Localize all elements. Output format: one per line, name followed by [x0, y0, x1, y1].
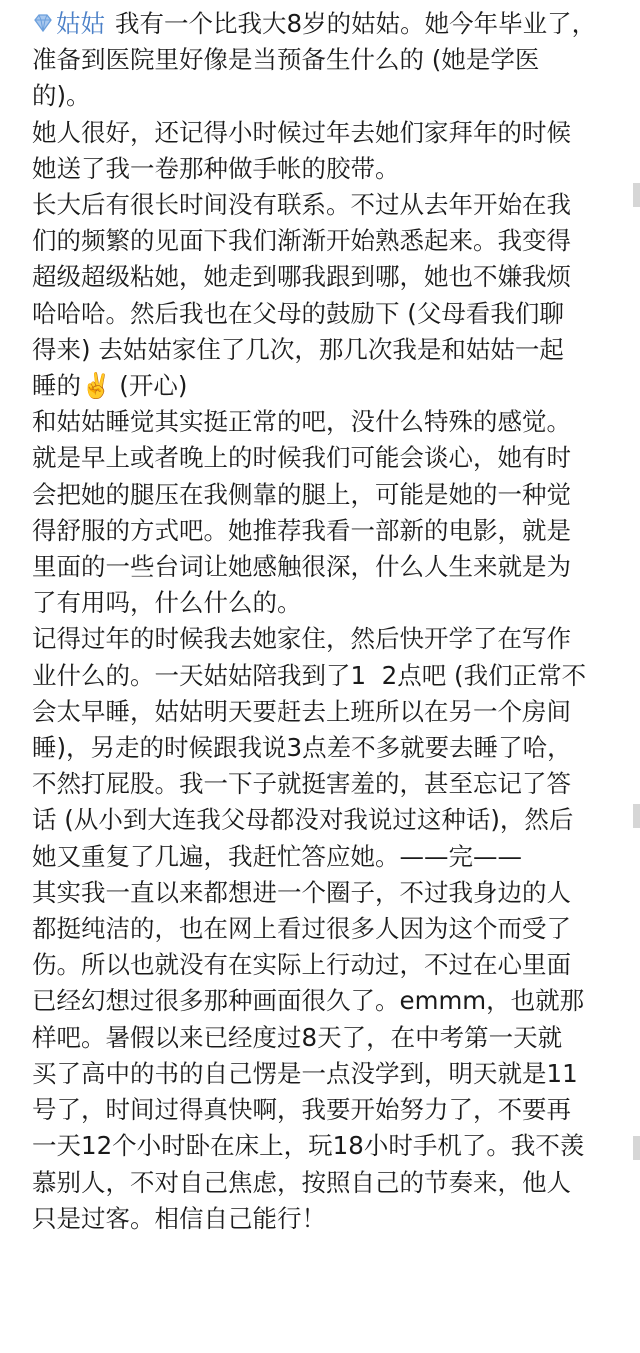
text-line: 她送了我一卷那种做手帐的胶带。 [32, 153, 400, 183]
text-line: 她人很好，还记得小时候过年去她们家拜年的时候 [32, 117, 571, 147]
text-line: 我有一个比我大8岁的姑姑。她今年毕业了， [115, 9, 597, 38]
text-line: 里面的一些台词让她感触很深，什么人生来就是为 [32, 552, 571, 582]
text-line: 了有用吗，什么什么的。 [32, 588, 302, 618]
text-line: 哈哈哈。然后我也在父母的鼓励下 (父母看我们聊 [32, 298, 564, 328]
text-line: 话 (从小到大连我父母都没对我说过这种话)，然后 [32, 805, 574, 835]
text-line: 伤。所以也就没有在实际上行动过，不过在心里面 [32, 950, 571, 980]
text-line: 已经幻想过很多那种画面很久了。emmm，也就那 [32, 986, 585, 1016]
post-first-line [32, 6, 620, 42]
text-line: 和姑姑睡觉其实挺正常的吧，没什么特殊的感觉。 [32, 407, 571, 437]
text-line: 睡的✌️ (开心) [32, 371, 188, 401]
text-line: 业什么的。一天姑姑陪我到了1 2点吧 (我们正常不 [32, 660, 587, 690]
text-line: 号了，时间过得真快啊，我要开始努力了，不要再 [32, 1095, 571, 1125]
scrollbar-marker[interactable] [633, 183, 640, 207]
text-line: 的)。 [32, 81, 91, 111]
text-line: 都挺纯洁的，也在网上看过很多人因为这个而受了 [32, 914, 571, 944]
text-line: 她又重复了几遍，我赶忙答应她。——完—— [32, 841, 522, 871]
scrollbar-marker[interactable] [633, 1136, 640, 1160]
text-line: 们的频繁的见面下我们渐渐开始熟悉起来。我变得 [32, 226, 571, 256]
text-line: 记得过年的时候我去她家住，然后快开学了在写作 [32, 624, 571, 654]
text-line: 长大后有很长时间没有联系。不过从去年开始在我 [32, 190, 571, 220]
text-line: 不然打屁股。我一下子就挺害羞的，甚至忘记了答 [32, 769, 571, 799]
text-line: 睡)，另走的时候跟我说3点差不多就要去睡了哈， [32, 733, 572, 763]
author-name[interactable]: 姑姑 [56, 9, 105, 38]
scrollbar-marker[interactable] [633, 804, 640, 828]
text-line: 一天12个小时卧在床上，玩18小时手机了。我不羡 [32, 1131, 585, 1161]
text-line: 超级超级粘她，她走到哪我跟到哪，她也不嫌我烦 [32, 262, 571, 292]
text-line: 会太早睡，姑姑明天要赶去上班所以在另一个房间 [32, 696, 571, 726]
text-line: 得舒服的方式吧。她推荐我看一部新的电影，就是 [32, 515, 571, 545]
text-line: 买了高中的书的自己愣是一点没学到，明天就是11 [32, 1058, 578, 1088]
gem-icon [32, 8, 54, 30]
text-line: 慕别人，不对自己焦虑，按照自己的节奏来，他人 [32, 1167, 571, 1197]
text-line: 样吧。暑假以来已经度过8天了，在中考第一天就 [32, 1022, 563, 1052]
text-line: 得来) 去姑姑家住了几次，那几次我是和姑姑一起 [32, 334, 564, 364]
text-line: 就是早上或者晚上的时候我们可能会谈心，她有时 [32, 443, 571, 473]
text-line: 其实我一直以来都想进一个圈子，不过我身边的人 [32, 877, 571, 907]
text-line: 只是过客。相信自己能行！ [32, 1203, 326, 1233]
text-line: 准备到医院里好像是当预备生什么的 (她是学医 [32, 45, 540, 75]
text-line: 会把她的腿压在我侧靠的腿上，可能是她的一种觉 [32, 479, 571, 509]
